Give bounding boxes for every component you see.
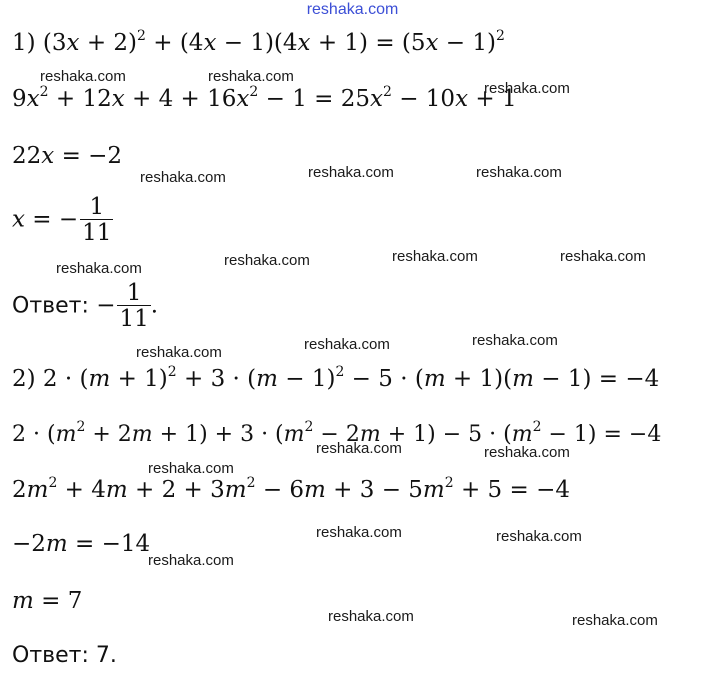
eq-part: − 1) = −4	[533, 366, 660, 392]
var-x: x	[425, 30, 439, 56]
var-x: x	[297, 30, 311, 56]
watermark: reshaka.com	[476, 164, 562, 181]
var-m: m	[304, 477, 326, 503]
var-m: m	[105, 477, 128, 503]
task2-step3	[12, 533, 150, 556]
answer-label: Ответ:	[12, 293, 89, 319]
task1-simplified	[12, 145, 122, 168]
eq-part: + 1	[468, 86, 517, 112]
eq-part: + 2 + 3	[127, 477, 225, 503]
var-x: x	[203, 30, 217, 56]
eq-part: + 2	[85, 422, 132, 447]
eq-part: + 5 = −4	[453, 477, 570, 503]
watermark: reshaka.com	[148, 552, 234, 569]
eq-part: − 1) = −4	[541, 422, 662, 447]
eq-part: = 7	[33, 588, 83, 614]
watermark: reshaka.com	[140, 169, 226, 186]
fraction-denominator: 11	[119, 306, 149, 332]
eq-part: + 1)(	[445, 366, 513, 392]
var-m: m	[26, 477, 49, 503]
fraction	[80, 196, 113, 245]
fraction-numerator: 1	[89, 194, 105, 220]
eq-part: + 3 − 5	[325, 477, 423, 503]
fraction	[117, 282, 150, 331]
eq-part: − 1 = 25	[258, 86, 370, 112]
eq-part: 22	[12, 143, 42, 169]
eq-part: − 5 · (	[344, 366, 424, 392]
watermark: reshaka.com	[148, 460, 234, 477]
eq-part: + (4	[145, 30, 204, 56]
watermark: reshaka.com	[308, 164, 394, 181]
var-m: m	[131, 422, 153, 447]
watermark: reshaka.com	[316, 440, 402, 457]
var-x: x	[455, 86, 469, 112]
eq-part: + 1) − 5 · (	[380, 422, 512, 447]
eq-part: 9	[12, 86, 27, 112]
exponent: 2	[246, 475, 256, 491]
var-x: x	[369, 86, 383, 112]
var-m: m	[45, 531, 68, 557]
eq-part: + 3 · (	[176, 366, 257, 392]
watermark: reshaka.com	[560, 248, 646, 265]
exponent: 2	[382, 84, 392, 100]
exponent: 2	[532, 419, 542, 435]
watermark: reshaka.com	[496, 528, 582, 545]
eq-part: = −2	[54, 143, 123, 169]
watermark: reshaka.com	[304, 336, 390, 353]
watermark: reshaka.com	[56, 260, 142, 277]
var-m: m	[224, 477, 247, 503]
var-m: m	[511, 422, 533, 447]
watermark: reshaka.com	[40, 68, 126, 85]
task1-equation	[12, 28, 505, 56]
watermark: reshaka.com	[136, 344, 222, 361]
var-m: m	[423, 366, 446, 392]
exponent: 2	[335, 364, 345, 380]
eq-part: (3	[42, 30, 67, 56]
exponent: 2	[496, 28, 505, 44]
task2-number: 2)	[12, 366, 36, 392]
eq-part: − 6	[255, 477, 305, 503]
task1-expanded	[12, 84, 517, 112]
var-x: x	[26, 86, 40, 112]
task2-equation	[12, 364, 660, 392]
exponent: 2	[48, 475, 58, 491]
watermark: reshaka.com	[472, 332, 558, 349]
exponent: 2	[137, 28, 146, 44]
eq-part: −2	[12, 531, 46, 557]
eq-part: − 2	[313, 422, 360, 447]
fraction-numerator: 1	[126, 280, 142, 306]
var-x: x	[12, 206, 25, 233]
var-m: m	[283, 422, 305, 447]
var-m: m	[256, 366, 278, 392]
watermark: reshaka.com	[208, 68, 294, 85]
watermark: reshaka.com	[484, 444, 570, 461]
eq-part: = −14	[67, 531, 151, 557]
exponent: 2	[167, 364, 177, 380]
watermark: reshaka.com	[328, 608, 414, 625]
watermark: reshaka.com	[316, 524, 402, 541]
exponent: 2	[76, 419, 86, 435]
eq-part: + 2)	[79, 30, 138, 56]
site-header-watermark: reshaka.com	[306, 1, 399, 18]
eq-part: = −	[24, 206, 79, 233]
watermark: reshaka.com	[392, 248, 478, 265]
eq-part: + 1) + 3 · (	[152, 422, 284, 447]
exponent: 2	[444, 475, 454, 491]
var-m: m	[359, 422, 381, 447]
eq-part: − 1)(4	[216, 30, 298, 56]
var-m: m	[12, 588, 34, 614]
var-m: m	[422, 477, 445, 503]
task2-answer: Ответ: 7.	[12, 643, 117, 668]
watermark: reshaka.com	[572, 612, 658, 629]
exponent: 2	[39, 84, 49, 100]
watermark: reshaka.com	[484, 80, 570, 97]
eq-part: + 4 + 16	[124, 86, 237, 112]
task1-number: 1)	[12, 30, 36, 56]
task1-answer	[12, 282, 158, 331]
exponent: 2	[304, 419, 314, 435]
eq-part: + 1)	[110, 366, 168, 392]
eq-part: 2	[12, 477, 27, 503]
eq-part: − 1)	[277, 366, 336, 392]
var-m: m	[512, 366, 534, 392]
answer-sign: −	[96, 292, 116, 319]
task2-step2	[12, 475, 570, 503]
var-x: x	[66, 30, 80, 56]
fraction-denominator: 11	[82, 220, 112, 246]
eq-part: + 12	[48, 86, 112, 112]
eq-part: 2 · (	[12, 422, 56, 447]
eq-part: + 4	[57, 477, 106, 503]
watermark: reshaka.com	[224, 252, 310, 269]
var-x: x	[111, 86, 125, 112]
answer-period: .	[150, 292, 159, 319]
var-m: m	[55, 422, 77, 447]
var-x: x	[236, 86, 250, 112]
eq-part: − 1)	[438, 30, 496, 56]
eq-part: − 10	[391, 86, 456, 112]
task2-step4	[12, 590, 82, 613]
eq-part: 2 · (	[35, 366, 89, 392]
var-m: m	[88, 366, 111, 392]
eq-part: + 1) = (5	[310, 30, 426, 56]
task1-solution	[12, 196, 113, 245]
var-x: x	[41, 143, 55, 169]
exponent: 2	[249, 84, 259, 100]
